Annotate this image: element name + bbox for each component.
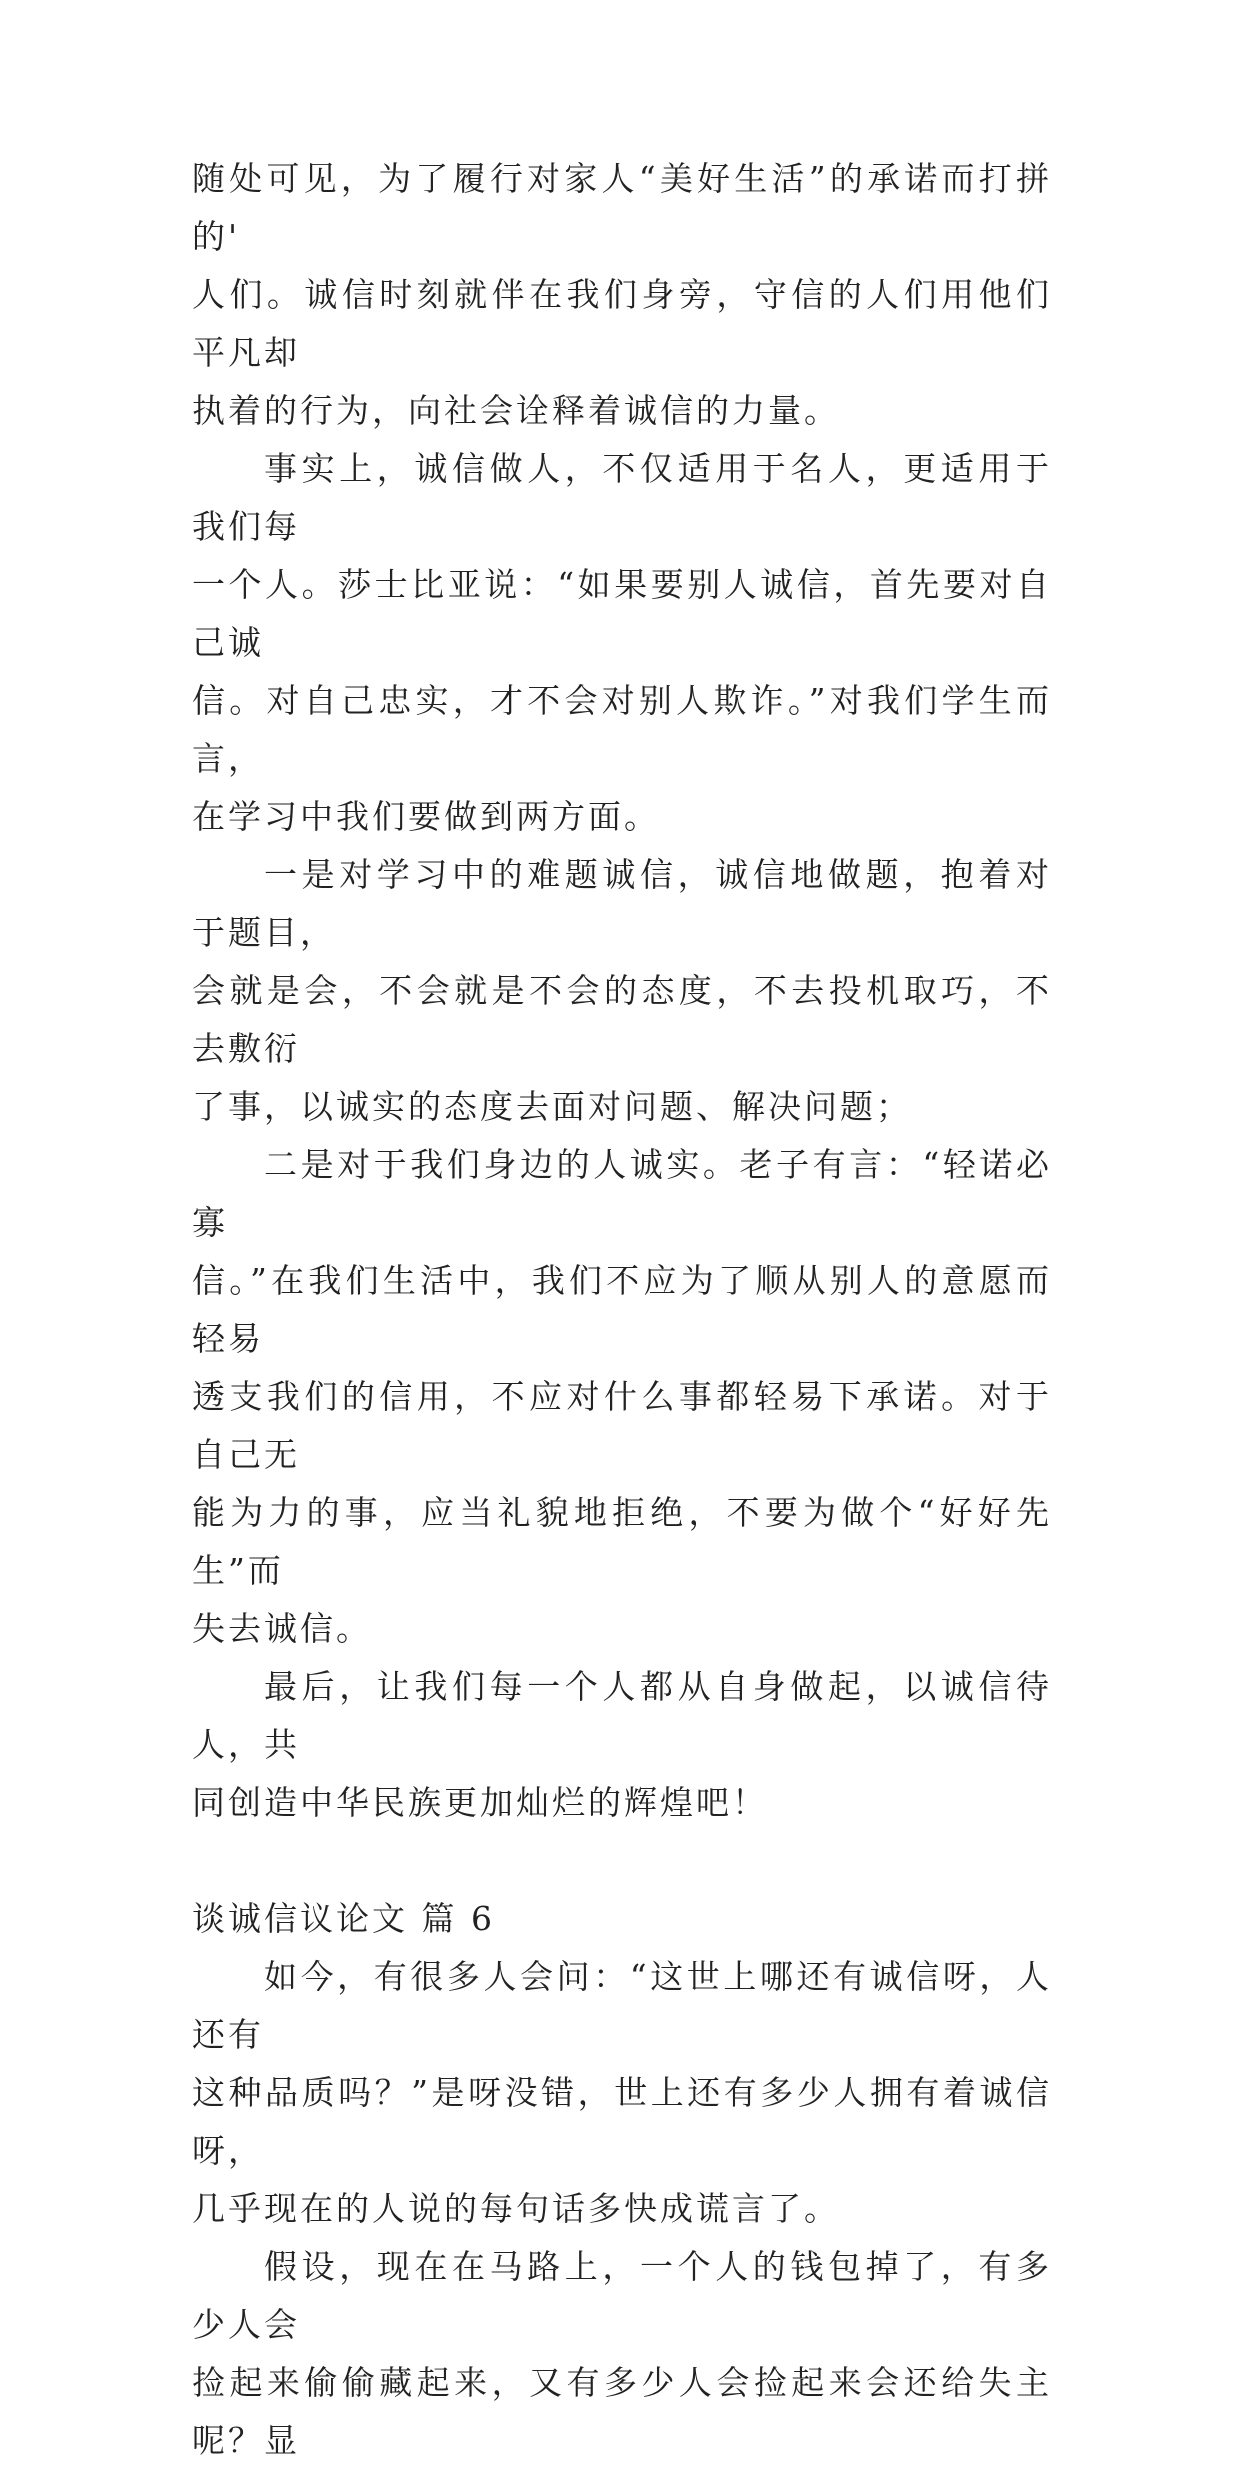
paragraph-6: 如今，有很多人会问：“这世上哪还有诚信呀，人还有 这种品质吗？”是呀没错，世上还有多少人拥有着诚信呀， 几乎现在的人说的每句话多快成谎言了。 — [192, 1957, 1052, 2228]
paragraph-1: 随处可见，为了履行对家人“美好生活”的承诺而打拼的' 人们。诚信时刻就伴在我们身旁，守信的人们用他们平凡却 执着的行为，向社会诠释着诚信的力量。 — [192, 159, 1052, 430]
paragraph-2: 事实上，诚信做人，不仅适用于名人，更适用于我们每 一个人。莎士比亚说：“如果要别人诚信，首先要对自己诚 信。对自己忠实，才不会对别人欺诈。”对我们学生而言， 在学习中我们要做到两方面。 — [192, 449, 1052, 836]
paragraph-4: 二是对于我们身边的人诚实。老子有言：“轻诺必寡 信。”在我们生活中，我们不应为了顺从别人的意愿而轻易 透支我们的信用，不应对什么事都轻易下承诺。对于自己无 能为力的事，应当礼貌地拒绝，不要为做个“好好先生”而 失去诚信。 — [192, 1145, 1052, 1648]
section-heading: 谈诚信议论文 篇 6 — [192, 1899, 495, 1938]
paragraph-3: 一是对学习中的难题诚信，诚信地做题，抱着对于题目， 会就是会，不会就是不会的态度，不去投机取巧，不去敷衍 了事，以诚实的态度去面对问题、解决问题； — [192, 855, 1052, 1126]
paragraph-7: 假设，现在在马路上，一个人的钱包掉了，有多少人会 捡起来偷偷藏起来，又有多少人会捡起来会还给失主呢？显 — [192, 2247, 1052, 2460]
paragraph-5: 最后，让我们每一个人都从自身做起，以诚信待人，共 同创造中华民族更加灿烂的辉煌吧！ — [192, 1667, 1052, 1822]
document-page — [192, 150, 1052, 2470]
section-spacer — [192, 1832, 1052, 1890]
